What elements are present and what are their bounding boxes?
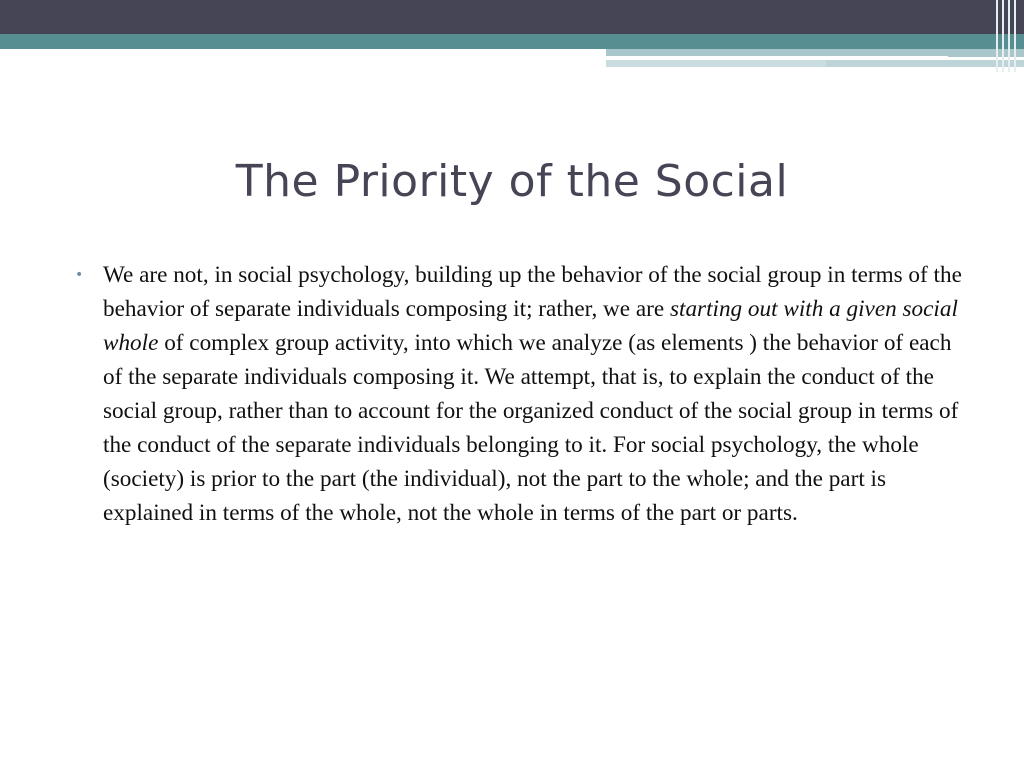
header-band-dark [0, 0, 1024, 34]
slide-title: The Priority of the Social [235, 156, 789, 207]
header-stripes [992, 0, 1024, 72]
bullet-item [70, 258, 970, 530]
bullet-text-emphasis: starting out with a given social whole [103, 296, 958, 356]
header-band-accent-lighter [606, 60, 826, 67]
slide-body [70, 258, 970, 530]
bullet-dot-icon: • [75, 267, 84, 283]
header-band-divider [606, 56, 948, 58]
header-band-teal [0, 34, 1024, 49]
bullet-text-part1: We are not, in social psychology, building up the behavior of the social group in terms of the behavior of separate individuals composing it; rather, we are [103, 262, 962, 322]
bullet-text-part2: of complex group activity, into which we analyze (as elements ) the behavior of each of the separate individuals composing it. We attempt, that is, to explain the conduct of the social group, rather than to account for the organized conduct of the social group in terms of the conduct of the separate individuals belonging to it. For social psychology, the whole (society) is prior to the part (the individual), not the part to the whole; and the part is explained in terms of the whole, not the whole in terms of the part or parts. [103, 330, 959, 526]
